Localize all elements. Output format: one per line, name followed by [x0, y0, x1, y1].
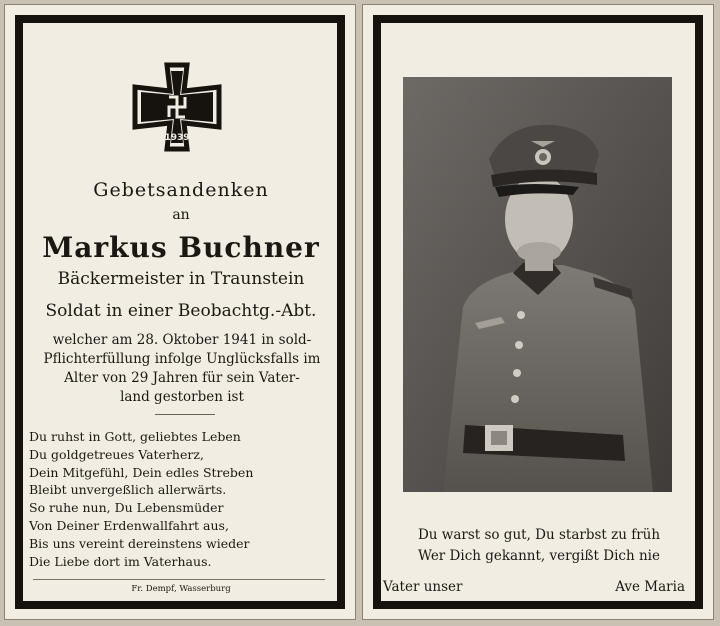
poem-line: Du ruhst in Gott, geliebtes Leben — [29, 429, 241, 444]
caption-line: Wer Dich gekannt, vergißt Dich nie — [418, 548, 660, 564]
printer-credit: Fr. Dempf, Wasserburg — [131, 584, 231, 594]
poem-line: Dein Mitgefühl, Dein edles Streben — [29, 464, 254, 480]
deceased-name: Markus Buchner — [42, 231, 320, 264]
cross-year: 1939 — [164, 133, 190, 143]
heading-an: an — [172, 207, 190, 223]
death-notice — [27, 331, 337, 407]
prayer-ave-maria: Ave Maria — [615, 579, 685, 595]
death-notice-line: welcher am 28. Oktober 1941 in sold- — [52, 332, 312, 348]
prayer-vater-unser: Vater unser — [383, 579, 463, 595]
divider — [155, 414, 215, 415]
poem-line: Die Liebe dort im Vaterhaus. — [29, 553, 212, 569]
heading: Gebetsandenken — [93, 179, 269, 201]
death-notice-line: Alter von 29 Jahren für sein Vater- — [64, 370, 300, 386]
poem — [29, 428, 329, 570]
poem-line: Von Deiner Erdenwallfahrt aus, — [29, 517, 229, 533]
poem-line: Du goldgetreues Vaterherz, — [29, 446, 204, 462]
photo-caption — [383, 525, 695, 567]
memorial-card-left — [4, 4, 356, 620]
caption-line: Du warst so gut, Du starbst zu früh — [417, 527, 661, 543]
soldier-portrait-photo — [403, 77, 672, 492]
printer-rule — [33, 579, 325, 580]
death-notice-line: Pflichterfüllung infolge Unglücksfalls im — [43, 351, 321, 367]
poem-line: Bis uns vereint dereinstens wieder — [29, 535, 250, 551]
iron-cross-icon — [131, 61, 223, 153]
occupation: Bäckermeister in Traunstein — [57, 269, 305, 289]
poem-line: So ruhe nun, Du Lebensmüder — [29, 500, 224, 516]
military-unit: Soldat in einer Beobachtg.-Abt. — [45, 301, 317, 321]
poem-line: Bleibt unvergeßlich allerwärts. — [29, 482, 227, 498]
death-notice-line: land gestorben ist — [120, 389, 244, 405]
memorial-card-right — [362, 4, 714, 620]
